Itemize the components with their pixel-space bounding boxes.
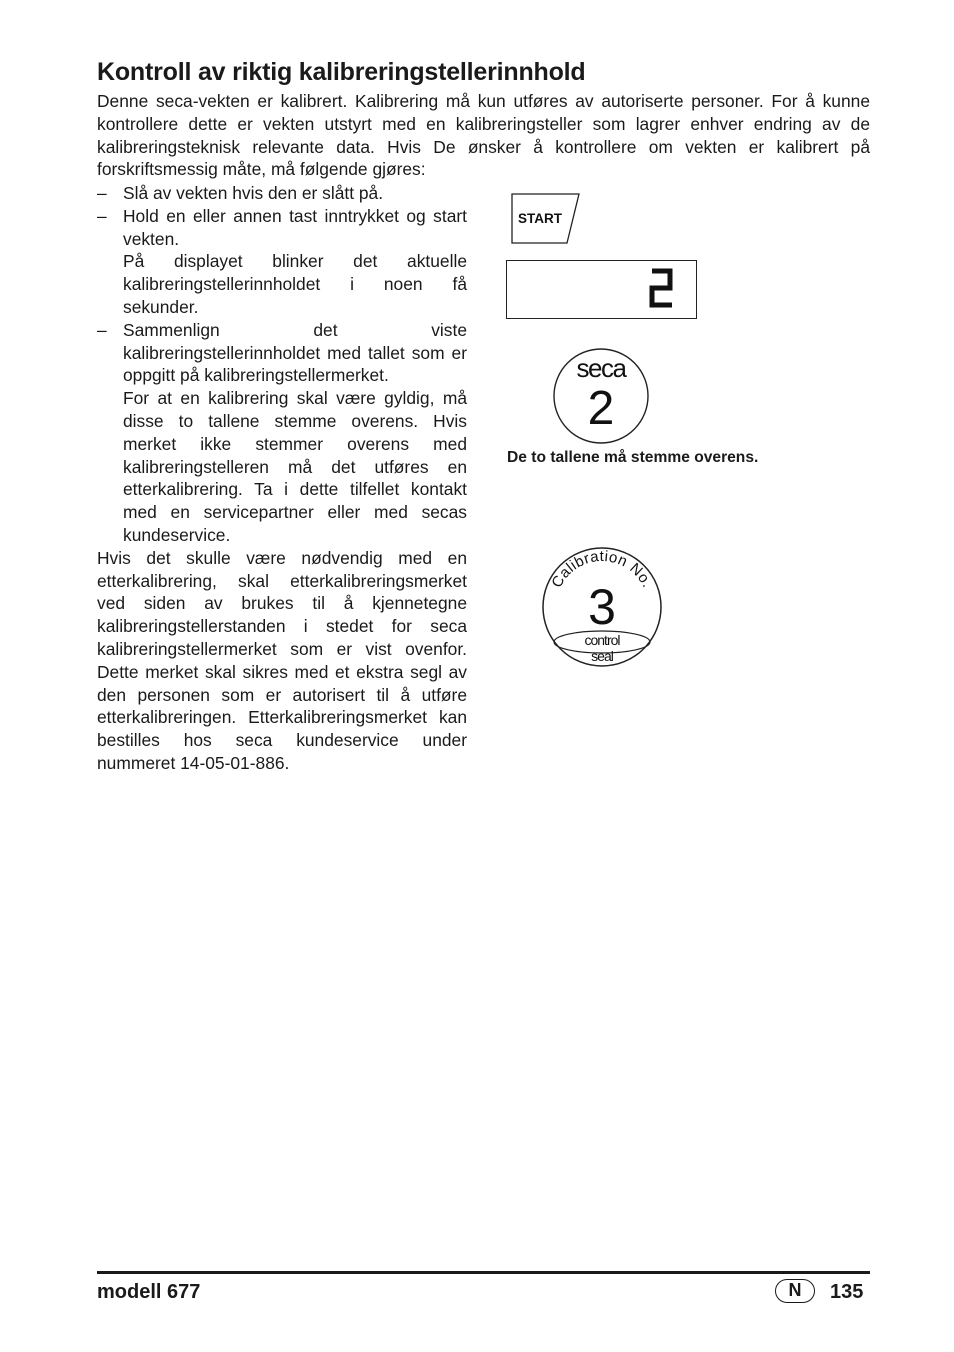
calibration-arc-text: Calibration No. [548,547,656,591]
start-key-illustration [511,193,581,245]
step-note: På displayet blinker det aktuelle kalibreringstellerinnholdet i noen få sekunder. [123,251,467,317]
page-number: 135 [830,1281,864,1303]
closing-paragraph: Hvis det skulle være nødvendig med en etterkalibrering, skal etterkalibreringsmerket ved siden av brukes til å kjennetegne kalibreringstellerstanden i stedet for seca kalibreringstellermerket som er vist ovenfor. Dette merket skal sikres med et ekstra segl av den personen som er autorisert til å utføre etterkalibreringen. Etterkalibreringsmerket kan bestilles hos seca kundeservice under nummeret 14-05-01-886. [97,547,467,773]
seca-brand-text: seca [576,353,626,383]
step-text: Hold en eller annen tast inntrykket og start vekten. [123,205,467,249]
seca-seal-number: 2 [587,382,615,435]
list-item [97,182,467,205]
footer-model: modell 677 [97,1281,201,1303]
list-item [97,319,467,387]
list-dash: – [97,183,107,203]
calibration-seal-illustration [540,545,665,670]
language-badge: N [775,1279,815,1303]
list-dash: – [97,319,107,340]
instructions-column [97,182,467,775]
calibration-seal-number: 3 [588,579,616,635]
lcd-display [506,260,697,319]
step-text: Sammenlign det viste kalibreringstellerinnholdet med tallet som er oppgitt på kalibreringstellermerket. [123,319,467,386]
start-label: START [518,211,562,226]
figure-caption: De to tallene må stemme overens. [507,449,759,466]
step-note: For at en kalibrering skal være gyldig, må disse to tallene stemme overens. Hvis merket ikke stemmer overens med kalibreringstelleren må det utføres en etterkalibrering. Ta i dette tilfellet kontakt med en servicepartner eller med secas kundeservice. [123,388,467,545]
display-digit [507,261,696,318]
page-title: Kontroll av riktig kalibreringstellerinnhold [97,58,586,86]
step-text: Slå av vekten hvis den er slått på. [123,183,384,203]
seal-text: seal [591,648,613,664]
control-text: control [584,632,620,648]
list-item [97,205,467,251]
footer-rule [97,1271,870,1274]
list-dash: – [97,205,107,226]
seca-seal-illustration [552,347,650,445]
intro-paragraph: Denne seca-vekten er kalibrert. Kalibrering må kun utføres av autoriserte personer. For å kunne kontrollere dette er vekten utstyrt med en kalibreringsteller som lagrer enhver endring av de kalibreringsteknisk relevante data. Hvis De ønsker å kontrollere om vekten er kalibrert på forskriftsmessig måte, må følgende gjøres: [97,91,870,180]
